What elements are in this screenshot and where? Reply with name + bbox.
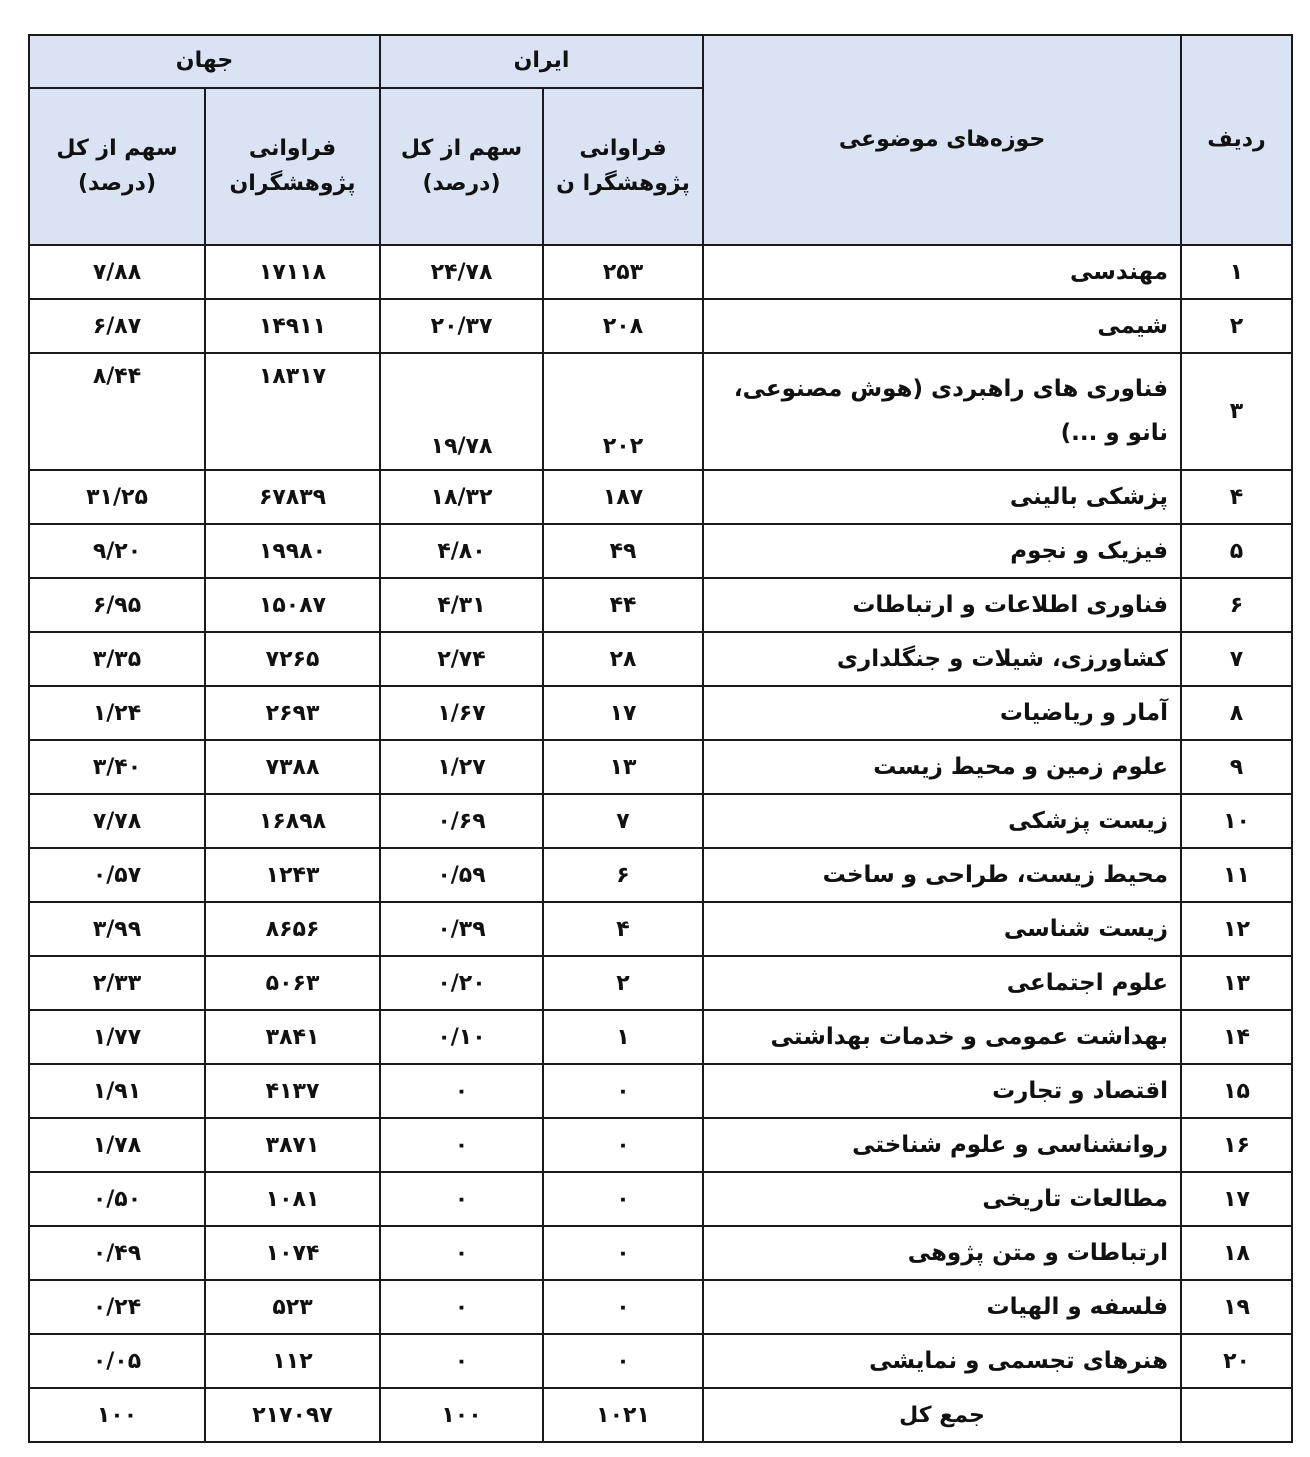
world-share-cell: ۰/۲۴	[29, 1280, 205, 1334]
world-frequency-cell: ۷۳۸۸	[205, 740, 380, 794]
world-frequency-cell: ۱۷۱۱۸	[205, 245, 380, 299]
iran-share-cell: ۰	[380, 1064, 543, 1118]
header-world-share: سهم از کل (درصد)	[29, 88, 205, 245]
subject-cell: فلسفه و الهیات	[703, 1280, 1181, 1334]
iran-share-cell: ۰/۲۰	[380, 956, 543, 1010]
iran-frequency-cell: ۰	[543, 1172, 703, 1226]
iran-share-cell: ۰	[380, 1118, 543, 1172]
world-frequency-cell: ۶۷۸۳۹	[205, 470, 380, 524]
world-share-cell: ۷/۸۸	[29, 245, 205, 299]
table-row	[29, 1226, 1292, 1280]
table-row	[29, 1172, 1292, 1226]
iran-share-cell: ۰/۵۹	[380, 848, 543, 902]
table-row	[29, 524, 1292, 578]
world-share-cell: ۱/۲۴	[29, 686, 205, 740]
iran-frequency-cell: ۴۹	[543, 524, 703, 578]
total-world-frequency: ۲۱۷۰۹۷	[205, 1388, 380, 1442]
subject-cell: اقتصاد و تجارت	[703, 1064, 1181, 1118]
iran-frequency-cell: ۴	[543, 902, 703, 956]
total-row	[29, 1388, 1292, 1442]
row-number: ۱۲	[1181, 902, 1292, 956]
row-number: ۱۴	[1181, 1010, 1292, 1064]
iran-share-cell: ۰/۱۰	[380, 1010, 543, 1064]
table-row	[29, 902, 1292, 956]
header-row-number: ردیف	[1181, 35, 1292, 245]
table-row	[29, 794, 1292, 848]
row-number: ۶	[1181, 578, 1292, 632]
iran-frequency-cell: ۲	[543, 956, 703, 1010]
world-frequency-cell: ۱۲۴۳	[205, 848, 380, 902]
row-number: ۱۹	[1181, 1280, 1292, 1334]
iran-frequency-cell: ۲۵۳	[543, 245, 703, 299]
iran-frequency-cell: ۱۳	[543, 740, 703, 794]
world-share-cell: ۳۱/۲۵	[29, 470, 205, 524]
iran-frequency-cell: ۴۴	[543, 578, 703, 632]
world-frequency-cell: ۳۸۴۱	[205, 1010, 380, 1064]
subject-cell: زیست پزشکی	[703, 794, 1181, 848]
world-share-cell: ۹/۲۰	[29, 524, 205, 578]
subject-cell: هنرهای تجسمی و نمایشی	[703, 1334, 1181, 1388]
iran-share-cell: ۰/۳۹	[380, 902, 543, 956]
iran-frequency-cell: ۲۰۲	[543, 353, 703, 470]
world-share-cell: ۱/۷۸	[29, 1118, 205, 1172]
table-row	[29, 1010, 1292, 1064]
row-number: ۲۰	[1181, 1334, 1292, 1388]
world-share-cell: ۸/۴۴	[29, 353, 205, 470]
row-number: ۲	[1181, 299, 1292, 353]
subject-cell: زیست شناسی	[703, 902, 1181, 956]
row-number: ۵	[1181, 524, 1292, 578]
iran-share-cell: ۱/۲۷	[380, 740, 543, 794]
iran-frequency-cell: ۷	[543, 794, 703, 848]
row-number: ۸	[1181, 686, 1292, 740]
row-number: ۳	[1181, 353, 1292, 470]
row-number: ۷	[1181, 632, 1292, 686]
iran-share-cell: ۲۰/۳۷	[380, 299, 543, 353]
subject-cell: مهندسی	[703, 245, 1181, 299]
world-share-cell: ۳/۹۹	[29, 902, 205, 956]
row-number: ۹	[1181, 740, 1292, 794]
header-world-frequency: فراوانی پژوهشگران	[205, 88, 380, 245]
world-frequency-cell: ۸۶۵۶	[205, 902, 380, 956]
row-number: ۱۱	[1181, 848, 1292, 902]
iran-frequency-cell: ۰	[543, 1064, 703, 1118]
table-row	[29, 1334, 1292, 1388]
iran-frequency-cell: ۰	[543, 1280, 703, 1334]
world-frequency-cell: ۵۲۳	[205, 1280, 380, 1334]
world-frequency-cell: ۷۲۶۵	[205, 632, 380, 686]
world-share-cell: ۶/۸۷	[29, 299, 205, 353]
world-share-cell: ۶/۹۵	[29, 578, 205, 632]
iran-share-cell: ۴/۸۰	[380, 524, 543, 578]
table-row	[29, 470, 1292, 524]
iran-share-cell: ۰	[380, 1172, 543, 1226]
row-number: ۱۳	[1181, 956, 1292, 1010]
iran-frequency-cell: ۶	[543, 848, 703, 902]
research-fields-table	[28, 34, 1293, 1443]
subject-cell: علوم زمین و محیط زیست	[703, 740, 1181, 794]
row-number: ۱۵	[1181, 1064, 1292, 1118]
iran-frequency-cell: ۰	[543, 1226, 703, 1280]
subject-cell: روانشناسی و علوم شناختی	[703, 1118, 1181, 1172]
subject-cell: فیزیک و نجوم	[703, 524, 1181, 578]
total-iran-share: ۱۰۰	[380, 1388, 543, 1442]
table-row	[29, 848, 1292, 902]
row-number: ۱	[1181, 245, 1292, 299]
row-number: ۱۷	[1181, 1172, 1292, 1226]
iran-share-cell: ۰	[380, 1226, 543, 1280]
world-frequency-cell: ۱۰۸۱	[205, 1172, 380, 1226]
subject-cell: پزشکی بالینی	[703, 470, 1181, 524]
row-number: ۱۶	[1181, 1118, 1292, 1172]
world-share-cell: ۳/۴۰	[29, 740, 205, 794]
total-world-share: ۱۰۰	[29, 1388, 205, 1442]
total-label: جمع کل	[703, 1388, 1181, 1442]
iran-share-cell: ۰	[380, 1280, 543, 1334]
subject-cell: محیط زیست، طراحی و ساخت	[703, 848, 1181, 902]
row-number: ۱۸	[1181, 1226, 1292, 1280]
header-iran-share: سهم از کل (درصد)	[380, 88, 543, 245]
table-row	[29, 1118, 1292, 1172]
iran-frequency-cell: ۲۰۸	[543, 299, 703, 353]
table-row	[29, 299, 1292, 353]
world-frequency-cell: ۳۸۷۱	[205, 1118, 380, 1172]
world-frequency-cell: ۱۵۰۸۷	[205, 578, 380, 632]
total-iran-frequency: ۱۰۲۱	[543, 1388, 703, 1442]
iran-share-cell: ۱۹/۷۸	[380, 353, 543, 470]
table-row	[29, 632, 1292, 686]
iran-share-cell: ۲/۷۴	[380, 632, 543, 686]
header-world: جهان	[29, 35, 380, 88]
header-group-row	[29, 35, 1292, 88]
subject-cell: بهداشت عمومی و خدمات بهداشتی	[703, 1010, 1181, 1064]
world-frequency-cell: ۴۱۳۷	[205, 1064, 380, 1118]
world-share-cell: ۰/۰۵	[29, 1334, 205, 1388]
subject-cell: فناوری های راهبردی (هوش مصنوعی، نانو و ...)	[703, 353, 1181, 470]
world-frequency-cell: ۱۰۷۴	[205, 1226, 380, 1280]
world-share-cell: ۰/۵۰	[29, 1172, 205, 1226]
iran-share-cell: ۰/۶۹	[380, 794, 543, 848]
world-frequency-cell: ۱۹۹۸۰	[205, 524, 380, 578]
world-share-cell: ۳/۳۵	[29, 632, 205, 686]
world-frequency-cell: ۱۴۹۱۱	[205, 299, 380, 353]
world-share-cell: ۰/۵۷	[29, 848, 205, 902]
row-number: ۱۰	[1181, 794, 1292, 848]
iran-frequency-cell: ۱۸۷	[543, 470, 703, 524]
subject-cell: کشاورزی، شیلات و جنگلداری	[703, 632, 1181, 686]
total-empty-cell	[1181, 1388, 1292, 1442]
subject-cell: آمار و ریاضیات	[703, 686, 1181, 740]
subject-cell: فناوری اطلاعات و ارتباطات	[703, 578, 1181, 632]
table-row	[29, 1280, 1292, 1334]
table-row	[29, 245, 1292, 299]
subject-cell: ارتباطات و متن پژوهی	[703, 1226, 1181, 1280]
world-frequency-cell: ۵۰۶۳	[205, 956, 380, 1010]
table-row	[29, 686, 1292, 740]
iran-share-cell: ۴/۳۱	[380, 578, 543, 632]
world-share-cell: ۱/۹۱	[29, 1064, 205, 1118]
table-row	[29, 740, 1292, 794]
world-share-cell: ۲/۳۳	[29, 956, 205, 1010]
world-frequency-cell: ۱۸۳۱۷	[205, 353, 380, 470]
world-frequency-cell: ۱۶۸۹۸	[205, 794, 380, 848]
iran-frequency-cell: ۱۷	[543, 686, 703, 740]
iran-share-cell: ۱/۶۷	[380, 686, 543, 740]
world-frequency-cell: ۱۱۲	[205, 1334, 380, 1388]
table-row	[29, 578, 1292, 632]
header-iran-frequency: فراوانی پژوهشگرا ن	[543, 88, 703, 245]
world-share-cell: ۰/۴۹	[29, 1226, 205, 1280]
subject-cell: شیمی	[703, 299, 1181, 353]
table-row	[29, 353, 1292, 470]
iran-frequency-cell: ۱	[543, 1010, 703, 1064]
table-row	[29, 1064, 1292, 1118]
subject-cell: مطالعات تاریخی	[703, 1172, 1181, 1226]
iran-frequency-cell: ۰	[543, 1118, 703, 1172]
header-subject: حوزه‌های موضوعی	[703, 35, 1181, 245]
iran-frequency-cell: ۰	[543, 1334, 703, 1388]
world-share-cell: ۷/۷۸	[29, 794, 205, 848]
iran-frequency-cell: ۲۸	[543, 632, 703, 686]
iran-share-cell: ۱۸/۳۲	[380, 470, 543, 524]
iran-share-cell: ۲۴/۷۸	[380, 245, 543, 299]
iran-share-cell: ۰	[380, 1334, 543, 1388]
world-frequency-cell: ۲۶۹۳	[205, 686, 380, 740]
table-row	[29, 956, 1292, 1010]
header-iran: ایران	[380, 35, 703, 88]
subject-cell: علوم اجتماعی	[703, 956, 1181, 1010]
world-share-cell: ۱/۷۷	[29, 1010, 205, 1064]
row-number: ۴	[1181, 470, 1292, 524]
